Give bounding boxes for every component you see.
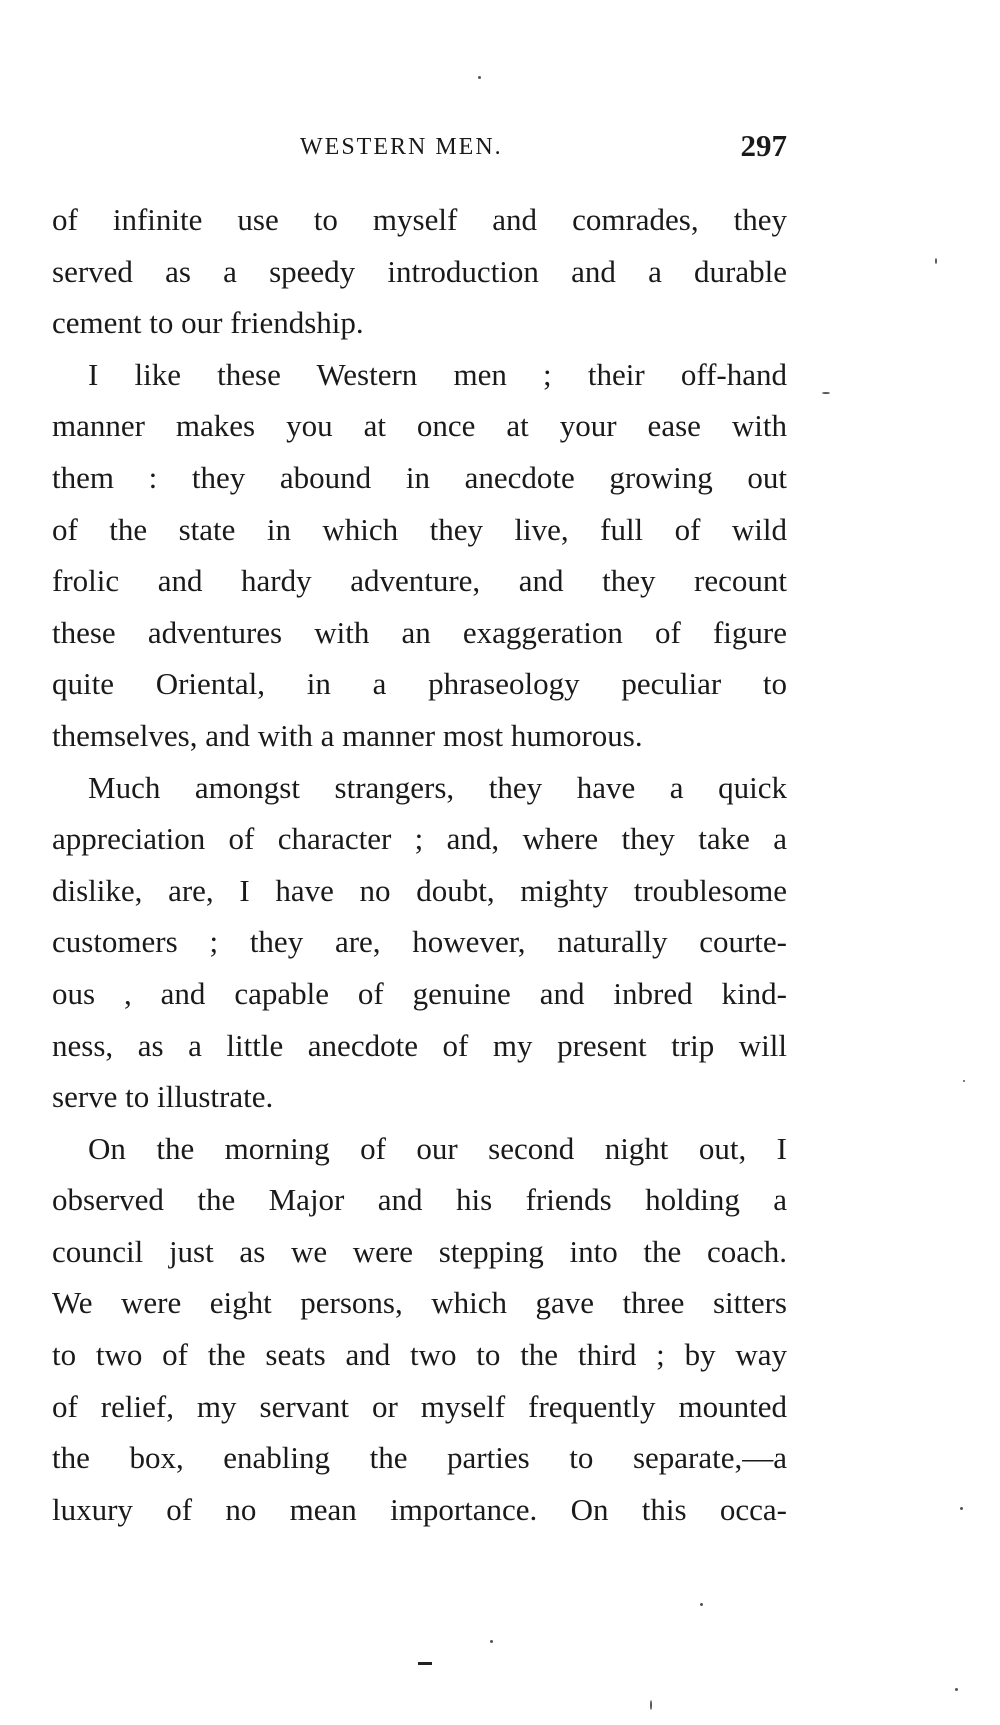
- paragraph: [52, 762, 787, 1123]
- text-line: to two of the seats and two to the third ; by way: [52, 1337, 787, 1373]
- paragraph: [52, 1123, 787, 1536]
- text-line: We were eight persons, which gave three sitters: [52, 1285, 787, 1321]
- text-line: of relief, my servant or myself frequently mounted: [52, 1388, 787, 1424]
- scan-speck: [490, 1640, 493, 1643]
- running-title: WESTERN MEN.: [300, 134, 503, 160]
- scan-speck: [478, 76, 481, 79]
- text-line: I like these Western men ; their off-hand: [88, 356, 787, 392]
- text-line: appreciation of character ; and, where they take a: [52, 821, 787, 857]
- text-line: them : they abound in anecdote growing out: [52, 459, 787, 495]
- text-line: customers ; they are, however, naturally courte-: [52, 924, 787, 960]
- text-line: manner makes you at once at your ease with: [52, 408, 787, 444]
- text-line: serve to illustrate.: [52, 1079, 274, 1115]
- text-line: frolic and hardy adventure, and they recount: [52, 563, 787, 599]
- text-line: of infinite use to myself and comrades, they: [52, 202, 787, 237]
- scan-speck: [650, 1700, 652, 1710]
- scan-speck: [963, 1080, 965, 1082]
- text-line: dislike, are, I have no doubt, mighty troublesome: [52, 872, 787, 908]
- scan-speck: [700, 1603, 703, 1606]
- text-line: On the morning of our second night out, I: [88, 1130, 787, 1166]
- text-line: these adventures with an exaggeration of figure: [52, 614, 787, 650]
- text-line: Much amongst strangers, they have a quick: [88, 769, 787, 805]
- text-line: ness, as a little anecdote of my present trip will: [52, 1027, 787, 1063]
- text-line: luxury of no mean importance. On this occa-: [52, 1491, 787, 1527]
- text-line: quite Oriental, in a phraseology peculiar to: [52, 666, 787, 702]
- text-line: ous , and capable of genuine and inbred kind-: [52, 975, 787, 1011]
- scan-speck: [935, 258, 937, 264]
- text-line: observed the Major and his friends holding a: [52, 1182, 787, 1218]
- text-line: themselves, and with a manner most humorous.: [52, 717, 643, 753]
- scan-speck: [960, 1507, 963, 1510]
- page-number: 297: [740, 128, 787, 163]
- text-line: the box, enabling the parties to separate,—a: [52, 1440, 787, 1476]
- paragraph: [52, 349, 787, 762]
- text-line: cement to our friendship.: [52, 305, 364, 341]
- scan-speck: [822, 392, 830, 394]
- scan-speck: [955, 1688, 958, 1691]
- text-line: council just as we were stepping into the coach.: [52, 1233, 787, 1269]
- text-line: served as a speedy introduction and a durable: [52, 253, 787, 289]
- paragraph: [52, 194, 787, 349]
- body-text: [52, 194, 787, 1535]
- running-header: [52, 128, 787, 168]
- text-line: of the state in which they live, full of wild: [52, 511, 787, 547]
- scan-mark: [418, 1662, 432, 1665]
